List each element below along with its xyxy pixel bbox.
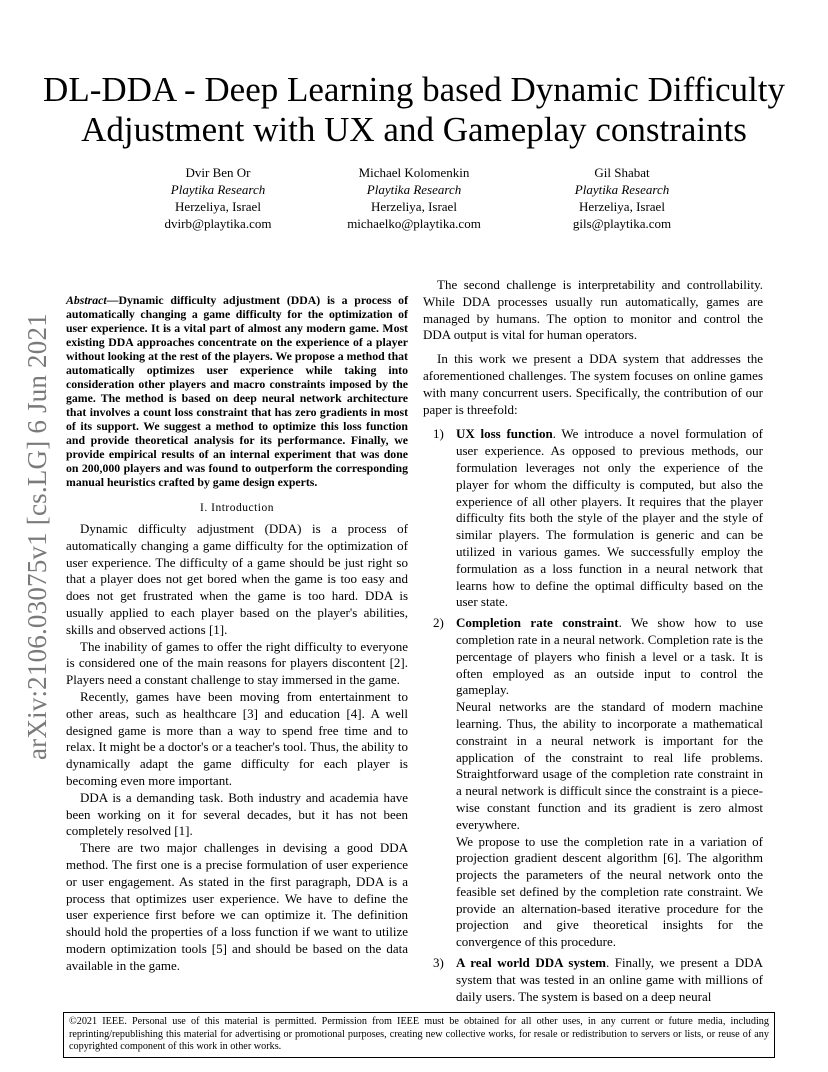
author-block-1	[108, 164, 328, 232]
author-name: Dvir Ben Or	[185, 165, 251, 180]
list-item	[423, 426, 763, 611]
list-item-heading: A real world DDA system	[456, 955, 606, 971]
author-location: Herzeliya, Israel	[579, 199, 665, 214]
abstract	[66, 293, 408, 489]
list-item	[423, 955, 763, 1005]
paragraph: DDA is a demanding task. Both industry and academia have been working on it for several decades, but it has not been completely resolved [1].	[66, 789, 408, 839]
paragraph: The inability of games to offer the right difficulty to everyone is considered one of the main reasons for players discontent [2]. Players need a constant challenge to stay immersed in the game.	[66, 638, 408, 688]
list-item-heading: UX loss function	[456, 426, 553, 442]
author-block-3	[512, 164, 732, 232]
author-name: Michael Kolomenkin	[358, 165, 470, 180]
author-affiliation: Playtika Research	[170, 182, 266, 197]
paragraph: There are two major challenges in devising a good DDA method. The first one is a precise formulation of user experience or user engagement. As stated in the first paragraph, DDA is a process that optimizes user experience. We have to define the user experience first before we can optimize it. The definition should hold the properties of a loss function if we want to utilize modern optimization tools [5] and should be based on the data available in the game.	[66, 840, 408, 973]
contribution-list	[423, 426, 763, 1005]
section-heading: I. Introduction	[200, 502, 274, 514]
list-number: 1)	[433, 426, 444, 442]
list-item-paragraph: We propose to use the completion rate in a variation of projection gradient descent algorithm [6]. The algorithm projects the parameters of the neural network onto the feasible set defined by the completion rate constraint. We provide an alternation-based iterative procedure for the projection and give theoretical insights for the convergence of this procedure.	[456, 833, 763, 950]
list-item-paragraph: Neural networks are the standard of modern machine learning. Thus, the ability to incorporate a mathematical constraint in a neural network is important for the application of the constraint to real life problems. Straightforward usage of the completion rate constraint in a neural network is difficult since the constraint is a piece-wise constant function and its gradient is zero almost everywhere.	[456, 699, 763, 832]
title-line-2: Adjustment with UX and Gameplay constraints	[81, 110, 747, 149]
author-email[interactable]: gils@playtika.com	[572, 216, 672, 231]
author-block-2	[304, 164, 524, 232]
paragraph: Dynamic difficulty adjustment (DDA) is a process of automatically changing a game difficulty for the optimization of user experience. The difficulty of a game should be just right so that a player does not get bored when the game is too easy and does not get frustrated when the game is too hard. DDA is usually applied to each player based on the player's abilities, skills and observed actions [1].	[66, 521, 408, 637]
paragraph: Recently, games have been moving from entertainment to other areas, such as healthcare [3] and education [4]. A well designed game is more than a way to spend free time and to relax. It might be a doctor's or a teacher's tool. Thus, the ability to dynamically adapt the game difficulty for each player is becoming even more important.	[66, 688, 408, 788]
title-line-1: DL-DDA - Deep Learning based Dynamic Difficulty	[43, 70, 785, 109]
arxiv-stamp: arXiv:2106.03075v1 [cs.LG] 6 Jun 2021	[22, 313, 52, 760]
author-location: Herzeliya, Israel	[371, 199, 457, 214]
list-number: 2)	[433, 615, 444, 631]
list-number: 3)	[433, 955, 444, 971]
paragraph: The second challenge is interpretability and controllability. While DDA processes usually run automatically, games are managed by humans. The option to monitor and control the DDA output is vital for human operators.	[423, 277, 763, 343]
left-column-body	[66, 521, 408, 975]
abstract-label: Abstract	[66, 293, 107, 307]
author-name: Gil Shabat	[594, 165, 650, 180]
list-item	[423, 615, 763, 951]
author-affiliation: Playtika Research	[366, 182, 462, 197]
list-item-text: . We introduce a novel formulation of user experience. As opposed to previous methods, our formulation leverages not only the experience of the player for whom the difficulty is computed, but also the experience of all other players. It requires that the player difficulty fits both the style of the player and the style of similar players. The formulation is generic and can be utilized in various games. We successfully employ the formulation as a loss function in a neural network that learns how to define the optimal difficulty based on the user state.	[456, 426, 763, 610]
author-affiliation: Playtika Research	[574, 182, 670, 197]
author-email[interactable]: michaelko@playtika.com	[347, 216, 481, 231]
copyright-notice: ©2021 IEEE. Personal use of this material is permitted. Permission from IEEE must be obtained for all other uses, in any current or future media, including reprinting/republishing this material for advertising or promotional purposes, creating new collective works, for resale or redistribution to servers or lists, or reuse of any copyrighted component of this work in other works.	[63, 1012, 775, 1058]
author-email[interactable]: dvirb@playtika.com	[164, 216, 272, 231]
list-item-text: . Finally, we present a DDA system that was tested in an online game with millions of daily users. The system is based on a deep neural	[456, 955, 763, 1004]
paragraph: In this work we present a DDA system that addresses the aforementioned challenges. The system focuses on online games with many concurrent users. Specifically, the contribution of our paper is threefold:	[423, 351, 763, 417]
list-item-heading: Completion rate constraint	[456, 615, 619, 631]
abstract-text: —Dynamic difficulty adjustment (DDA) is a process of automatically changing a game difficulty for the optimization of user experience. It is a vital part of almost any modern game. Most existing DDA approaches concentrate on the experience of a player without looking at the rest of the players. We propose a method that automatically optimizes user experience while taking into consideration other players and macro constraints imposed by the game. The method is based on deep neural network architecture that involves a count loss constraint that has zero gradients in most of its support. We suggest a method to optimize this loss function and provide theoretical analysis for its performance. Finally, we provide empirical results of an internal experiment that was done on 200,000 players and was found to outperform the corresponding manual heuristics crafted by game design experts.	[66, 293, 408, 489]
author-location: Herzeliya, Israel	[175, 199, 261, 214]
right-column-body	[423, 277, 763, 1009]
list-item-text: . We show how to use completion rate in a neural network. Completion rate is the percentage of players who finish a level or a task. It is often employed as an outside input to control the gameplay.	[456, 615, 763, 698]
paper-title	[40, 70, 788, 150]
